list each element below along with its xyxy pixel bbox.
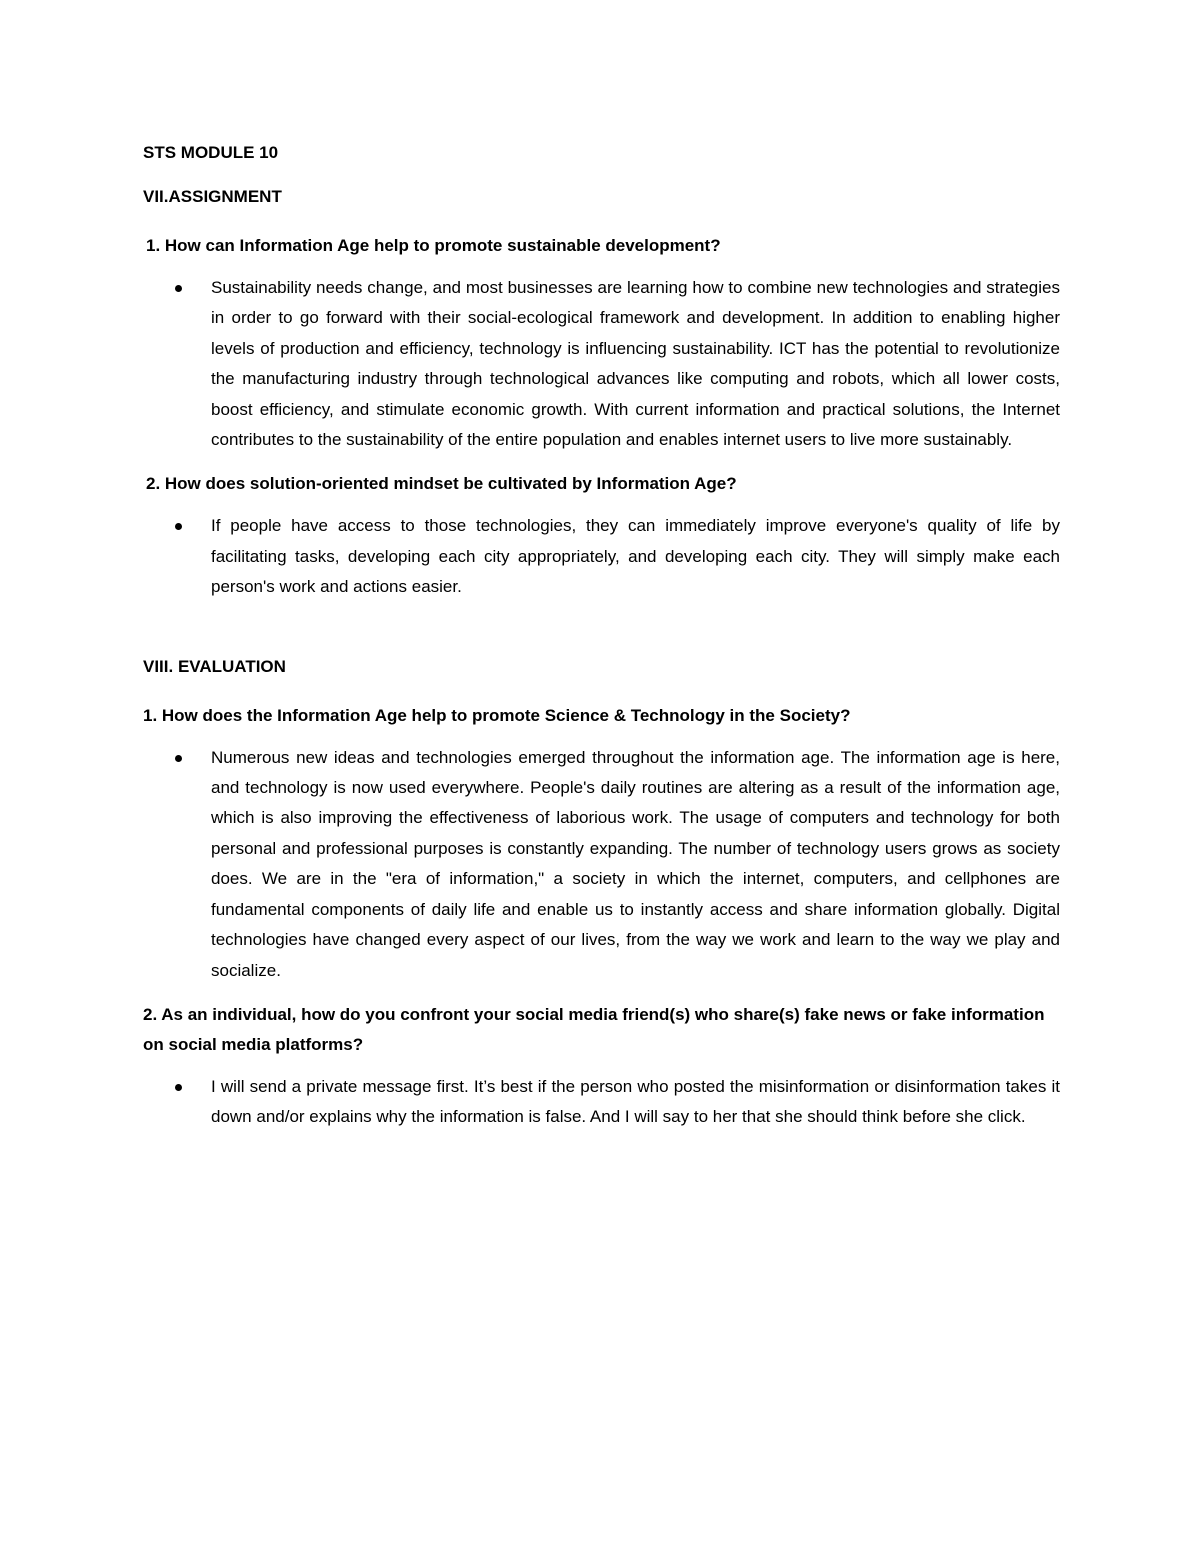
- document-body: [143, 141, 1060, 1147]
- section-spacer: [143, 617, 1060, 655]
- evaluation-heading: VIII. EVALUATION: [143, 656, 286, 676]
- evaluation-question-2: 2. As an individual, how do you confront your social media friend(s) who share(s) fake news or fake information on social media platforms?: [143, 1004, 1045, 1054]
- document-title: STS MODULE 10: [143, 143, 279, 162]
- evaluation-answer-2: [143, 1072, 1060, 1133]
- assignment-answer-1: [143, 273, 1060, 455]
- assignment-heading: VII.ASSIGNMENT: [143, 187, 282, 206]
- answer-text: I will send a private message first. It’s best if the person who posted the misinformation or disinformation takes it down and/or explains why the information is false. And I will say to her that she should think before she click.: [211, 1076, 1060, 1127]
- bullet-icon: [175, 755, 182, 762]
- answer-text: Sustainability needs change, and most businesses are learning how to combine new technologies and strategies in order to go forward with their social-ecological framework and development. In addition to enabling higher levels of production and efficiency, technology is influencing sustainability. ICT has the potential to revolutionize the manufacturing industry through technological advances like computing and robots, which all lower costs, boost efficiency, and stimulate economic growth. With current information and practical solutions, the Internet contributes to the sustainability of the entire population and enables internet users to live more sustainably.: [211, 278, 1060, 450]
- assignment-question-1: 1. How can Information Age help to promote sustainable development?: [146, 236, 721, 255]
- answer-text: If people have access to those technologies, they can immediately improve everyone's quality of life by facilitating tasks, developing each city appropriately, and developing each city. They will simply make each person's work and actions easier.: [211, 516, 1060, 597]
- answer-text: Numerous new ideas and technologies emerged throughout the information age. The information age is here, and technology is now used everywhere. People's daily routines are altering as a result of the information age, which is also improving the effectiveness of laborious work. The usage of computers and technology for both personal and professional purposes is constantly expanding. The number of technology users grows as society does. We are in the "era of information," a society in which the internet, computers, and cellphones are fundamental components of daily life and enable us to instantly access and share information globally. Digital technologies have changed every aspect of our lives, from the way we work and learn to the way we play and socialize.: [211, 747, 1060, 980]
- bullet-icon: [175, 285, 182, 292]
- assignment-question-2: 2. How does solution-oriented mindset be cultivated by Information Age?: [146, 474, 737, 494]
- bullet-icon: [175, 523, 182, 530]
- evaluation-question-1: 1. How does the Information Age help to promote Science & Technology in the Society?: [143, 705, 851, 725]
- assignment-answer-2: [143, 511, 1060, 602]
- evaluation-answer-1: [143, 743, 1060, 986]
- bullet-icon: [175, 1084, 182, 1091]
